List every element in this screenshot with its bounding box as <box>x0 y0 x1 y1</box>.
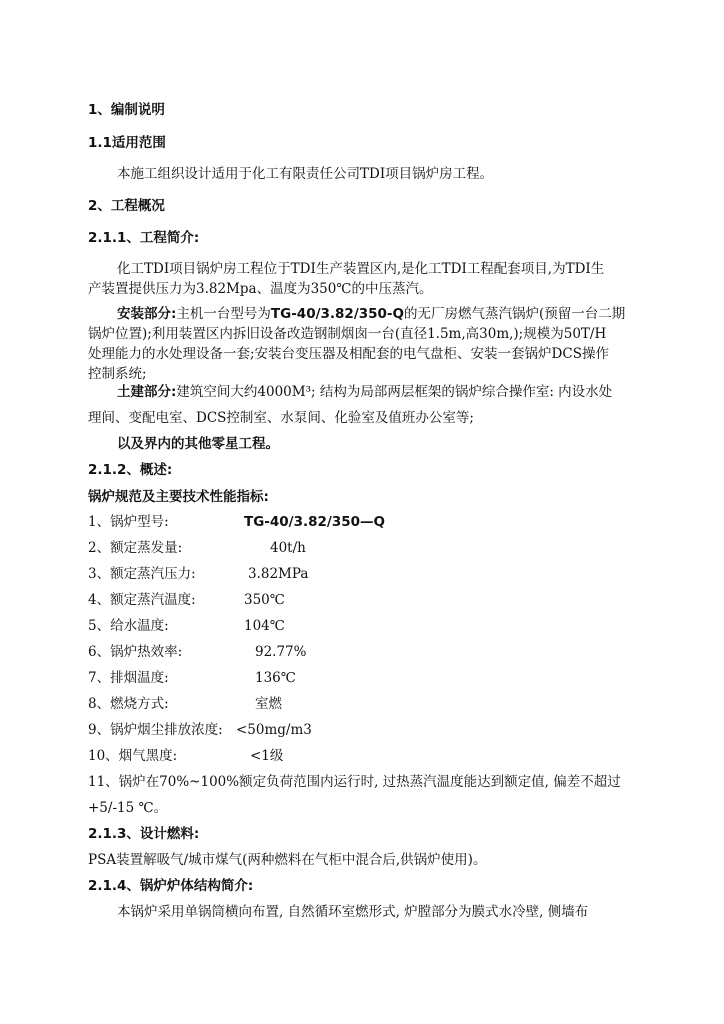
spec-11-line-1: 11、锅炉在70%~100%额定负荷范围内运行时, 过热蒸汽温度能达到额定值, 偏差不超过 <box>88 774 621 790</box>
spec-label: 9、锅炉烟尘排放浓度: <box>88 722 223 738</box>
boiler-model: TG-40/3.82/350-Q <box>270 306 405 322</box>
spec-value: 室燃 <box>255 696 282 712</box>
spec-label: 4、额定蒸汽温度: <box>88 592 196 608</box>
heading-1-1: 1.1适用范围 <box>88 135 166 151</box>
paragraph-structure: 本锅炉采用单锅筒横向布置, 自然循环室燃形式, 炉膛部分为膜式水冷壁, 侧墙布 <box>117 904 589 920</box>
spec-title: 锅炉规范及主要技术性能指标: <box>88 489 269 505</box>
paragraph-civil-line-1 <box>117 383 664 401</box>
spec-label: 6、锅炉热效率: <box>88 644 183 660</box>
paragraph-install-line-1 <box>117 305 664 323</box>
heading-2-1-2: 2.1.2、概述: <box>88 462 173 478</box>
spec-label: 3、额定蒸汽压力: <box>88 566 196 582</box>
install-label: 安装部分: <box>117 306 177 322</box>
civil-text: 建筑空间大约4000M³; 结构为局部两层框架的锅炉综合操作室: 内设水处 <box>176 384 613 400</box>
install-text-1: 主机一台型号为 <box>176 306 271 322</box>
spec-value: <50mg/m3 <box>236 722 312 738</box>
paragraph-fuel: PSA装置解吸气/城市煤气(两种燃料在气柜中混合后,供锅炉使用)。 <box>88 852 487 868</box>
install-text-2: 的无厂房燃气蒸汽锅炉(预留一台二期 <box>404 306 626 322</box>
heading-2-1-1: 2.1.1、工程简介: <box>88 230 200 246</box>
spec-value: TG-40/3.82/350—Q <box>244 514 386 530</box>
heading-2-1-4: 2.1.4、锅炉炉体结构简介: <box>88 878 254 894</box>
paragraph-install-line-4: 控制系统; <box>88 366 147 382</box>
heading-2: 2、工程概况 <box>88 198 165 214</box>
paragraph-intro-line-2: 产装置提供压力为3.82Mpa、温度为350℃的中压蒸汽。 <box>88 281 433 297</box>
paragraph-scope: 本施工组织设计适用于化工有限责任公司TDI项目锅炉房工程。 <box>117 166 494 182</box>
spec-label: 7、排烟温度: <box>88 670 169 686</box>
paragraph-intro-line-1: 化工TDI项目锅炉房工程位于TDI生产装置区内,是化工TDI工程配套项目,为TDI生 <box>117 261 605 277</box>
spec-value: 3.82MPa <box>248 566 309 582</box>
spec-value: 92.77% <box>255 644 307 660</box>
heading-1: 1、编制说明 <box>88 102 165 118</box>
spec-11-line-2: +5/-15 ℃。 <box>88 800 168 816</box>
paragraph-civil-line-2: 理间、变配电室、DCS控制室、水泵间、化验室及值班办公室等; <box>88 410 474 426</box>
spec-value: 40t/h <box>270 540 306 556</box>
spec-value: <1级 <box>250 748 284 764</box>
spec-label: 5、给水温度: <box>88 618 169 634</box>
spec-value: 350℃ <box>244 592 285 608</box>
spec-label: 2、额定蒸发量: <box>88 540 183 556</box>
spec-label: 10、烟气黑度: <box>88 748 178 764</box>
spec-value: 136℃ <box>255 670 296 686</box>
heading-2-1-3: 2.1.3、设计燃料: <box>88 826 200 842</box>
spec-label: 8、燃烧方式: <box>88 696 169 712</box>
spec-value: 104℃ <box>244 618 285 634</box>
paragraph-install-line-3: 处理能力的水处理设备一套;安装台变压器及相配套的电气盘柜、安装一套锅炉DCS操作 <box>88 346 609 362</box>
civil-label: 土建部分: <box>117 384 177 400</box>
paragraph-install-line-2: 锅炉位置);利用装置区内拆旧设备改造钢制烟囱一台(直径1.5m,高30m,);规模为50T/H <box>88 326 607 342</box>
spec-label: 1、锅炉型号: <box>88 514 169 530</box>
paragraph-other-works: 以及界内的其他零星工程。 <box>117 436 279 452</box>
